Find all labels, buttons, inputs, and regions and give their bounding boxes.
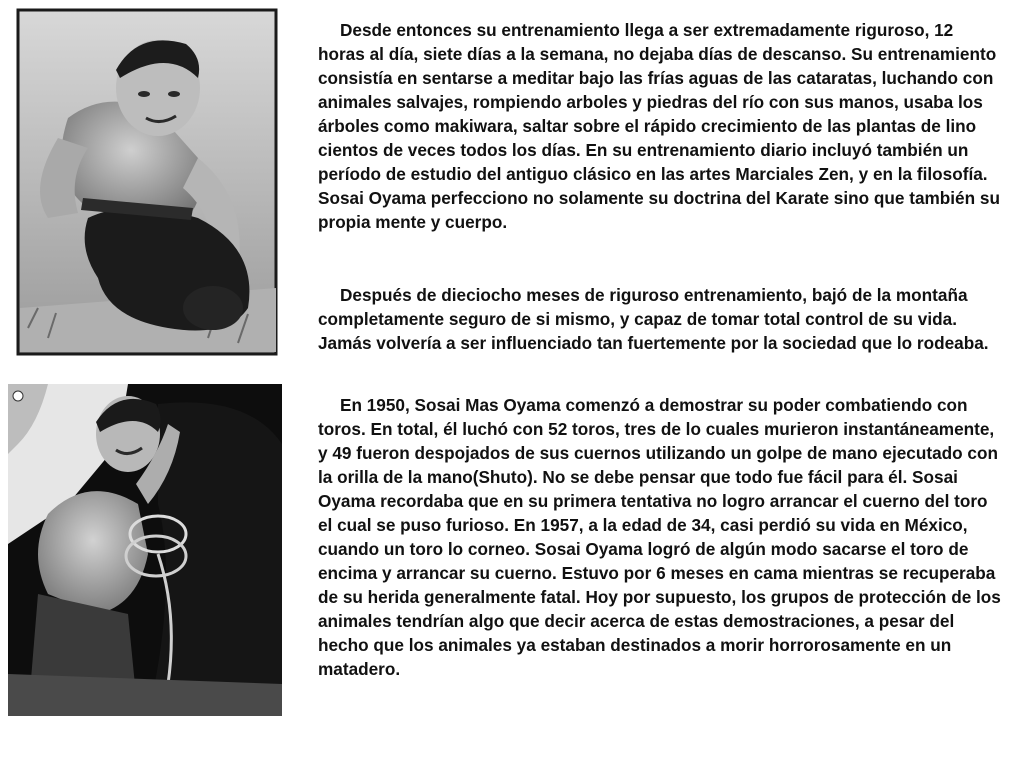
paragraph-text: En 1950, Sosai Mas Oyama comenzó a demostrar su poder combatiendo con toros. En total, él luchó con 52 toros, tres de lo cuales murieron instantáneamente, y 49 fueron despojados de sus cuernos utilizando un golpe de mano ejecutado con la orilla de la mano(Shuto). No se debe pensar que todo fue fácil para él. Sosai Oyama recordaba que en su primera tentativa no logro arrancar el cuerno del toro el cual se puso furioso. En 1957, a la edad de 34, casi perdió su vida en México, cuando un toro lo corneo. Sosai Oyama logró de algún modo sacarse el toro de encima y arrancar su cuerno. Estuvo por 6 meses en cama mientras se recuperaba de su herida generalmente fatal. Hoy por supuesto, los grupos de protección de los animales tendrían algo que decir acerca de estas demostraciones, a pesar del hecho que los animales ya estaban destinados a morir horrorosamente en un matadero. xyxy=(318,395,1001,679)
body-paragraph-training xyxy=(318,18,1003,234)
photo-man-wrestling-animal xyxy=(8,8,292,376)
paragraph-text: Desde entonces su entrenamiento llega a ser extremadamente riguroso, 12 horas al día, siete días a la semana, no dejaba días de descanso. Su entrenamiento consistía en sentarse a meditar bajo las frías aguas de las cataratas, luchando con animales salvajes, rompiendo arboles y piedras del río con sus manos, usaba los árboles como makiwara, saltar sobre el rápido crecimiento de las plantas de lino cientos de veces todos los días. En su entrenamiento diario incluyó también un período de estudio del antiguo clásico en las artes Marciales Zen, y en la filosofía. Sosai Oyama perfecciono no solamente su doctrina del Karate sino que también su propia mente y cuerpo. xyxy=(318,20,1000,232)
body-paragraph-descent xyxy=(318,283,1003,355)
body-paragraph-bulls xyxy=(318,393,1003,681)
paragraph-text: Después de dieciocho meses de riguroso entrenamiento, bajó de la montaña completamente seguro de si mismo, y capaz de tomar total control de su vida. Jamás volvería a ser influenciado tan fuertemente por la sociedad que lo rodeaba. xyxy=(318,285,989,353)
photo-man-with-bull xyxy=(8,384,282,716)
